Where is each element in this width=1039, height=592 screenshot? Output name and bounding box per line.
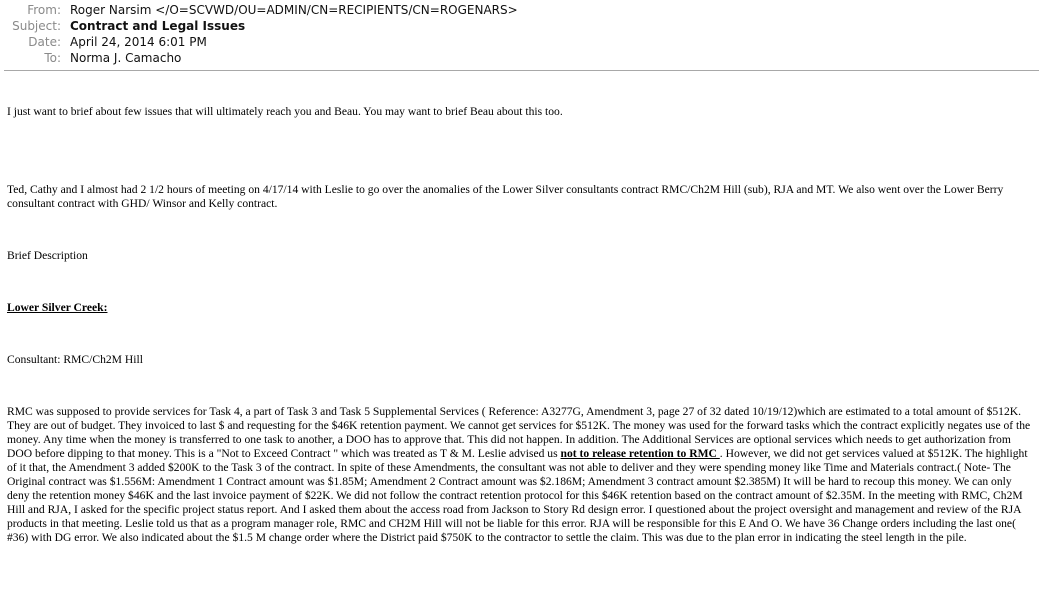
to-value[interactable]: Norma J. Camacho — [70, 51, 182, 65]
from-row — [4, 2, 1039, 18]
from-value[interactable]: Roger Narsim </O=SCVWD/OU=ADMIN/CN=RECIPIENTS/CN=ROGENARS> — [70, 3, 518, 17]
to-label: To: — [44, 51, 61, 65]
date-value: April 24, 2014 6:01 PM — [70, 35, 207, 49]
from-label: From: — [27, 3, 61, 17]
subject-label: Subject: — [12, 19, 61, 33]
to-row — [4, 50, 1039, 66]
body-paragraph-rmc — [7, 405, 1035, 545]
body-paragraph-intro: I just want to brief about few issues that will ultimately reach you and Beau. You may want to brief Beau about this too. — [7, 105, 563, 118]
subject-value: Contract and Legal Issues — [70, 19, 246, 33]
date-row — [4, 34, 1039, 50]
header-divider — [4, 70, 1039, 71]
rmc-text-part-1: RMC was supposed to provide services for Task 4, a part of Task 3 and Task 5 Supplemental Services ( Reference: A3277G, Amendment 3, page 27 of 32 dated 10/19/12)which are estimated to a total amount of $512K. They are out of budget. They invoiced to last $ and requesting for the $46K retention payment. We cannot get services for $512K. The money was used for the forward tasks which the contract explicitly negates use of the money. Any time when the money is transferred to one task to another, a DOO has to approve that. This did not happen. In addition. The Additional Services are optional services which needs to get authorization from DOO before dipping to that money. This is a "Not to Exceed Contract " which was treated as T & M. Leslie advised us — [7, 405, 1031, 460]
rmc-text-part-2: . However, we did not get services valued at $512K. The highlight of it that, the Amendment 3 added $200K to the Task 3 of the contract. In spite of these Amendments, the consultant was not able to deliver and they were spending money like Time and Materials contract.( Note- The Original contract was $1.556M: Amendment 1 Contract amount was $1.85M; Amendment 2 Contract amount was $2.186M; Amendment 3 contract amount $2.385M) It will be hard to recoup this money. We can only deny the retention money $46K and the last invoice payment of $22K. We did not follow the contract retention protocol for this $46K retention based on the contract amount of $2.35M. In the meeting with RMC, Ch2M Hill and RJA, I asked for the specific project status report. And I asked them about the access road from Jackson to Story Rd design error. I questioned about the project oversight and management and review of the RJA products in that meeting. Leslie told us that as a program manager role, RMC and CH2M Hill will not be liable for this error. RJA will be responsible for this E And O. We have 36 Change orders including the last one( #36) with DG error. We also indicated about the $1.5 M change order where the District paid $750K to the contractor to settle the claim. This was due to the plan error in indicating the steel length in the pile. — [7, 447, 1028, 544]
date-label: Date: — [28, 35, 61, 49]
body-consultant-line: Consultant: RMC/Ch2M Hill — [7, 353, 143, 366]
body-paragraph-meeting: Ted, Cathy and I almost had 2 1/2 hours of meeting on 4/17/14 with Leslie to go over the anomalies of the Lower Silver consultants contract RMC/Ch2M Hill (sub), RJA and MT. We also went over the Lower Berry consultant contract with GHD/ Winsor and Kelly contract. — [7, 183, 1004, 210]
retention-warning: not to release retention to RMC — [560, 447, 720, 460]
subject-row — [4, 18, 1039, 34]
body-heading-brief-description: Brief Description — [7, 249, 88, 262]
email-header — [4, 2, 1039, 66]
body-heading-lower-silver-creek: Lower Silver Creek: — [7, 301, 108, 314]
